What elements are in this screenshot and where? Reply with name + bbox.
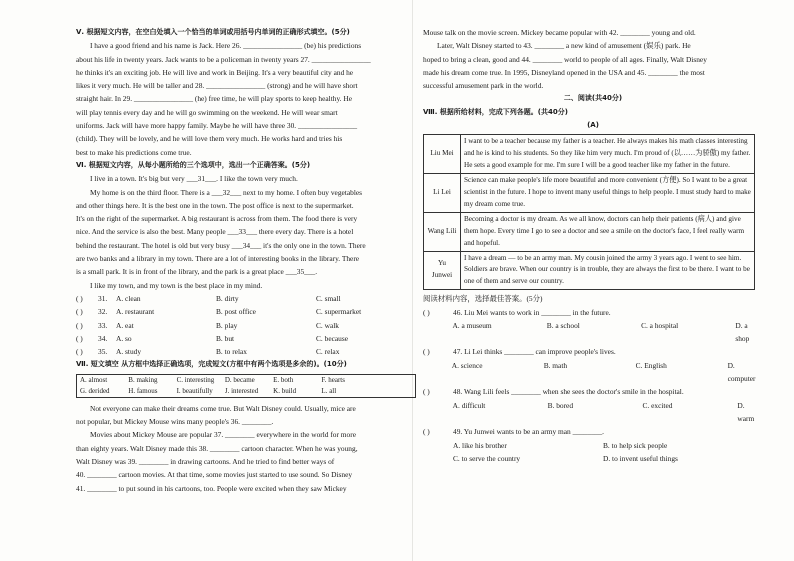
- option-b[interactable]: B. bored: [547, 400, 574, 410]
- section7-line: not popular, but Mickey Mouse wins many people's 36. ________.: [76, 417, 274, 427]
- word-option: D. became: [224, 375, 255, 384]
- option-c[interactable]: C. supermarket: [316, 307, 362, 317]
- option-b[interactable]: B. a school: [546, 320, 580, 330]
- option-b[interactable]: B. math: [543, 360, 568, 370]
- answer-paren[interactable]: ( ): [423, 387, 430, 397]
- options-49-row2: [423, 452, 763, 465]
- section7-line: Movies about Mickey Mouse are popular 37. ________ everywhere in the world for more: [90, 430, 356, 440]
- part2-title: 二、阅读(共40分): [563, 94, 623, 103]
- part2-subtitle: Ⅷ. 根据所给材料，完成下列各题。(共40分): [423, 107, 568, 116]
- section5-line: about his life in twenty years. Jack wants to be a policeman in twenty years 27. ________________: [76, 54, 371, 64]
- option-d[interactable]: D. a shop: [735, 320, 750, 344]
- option-b[interactable]: B. but: [216, 333, 235, 343]
- section5-line: straight hair. In 29. ________________ (he) free time, he will play sports to keep healthy. He: [76, 94, 352, 104]
- person-name: Wang Lili: [424, 212, 461, 251]
- reading-table: [423, 134, 755, 290]
- word-option: I. beautifully: [176, 386, 213, 395]
- question-stem: 49. Yu Junwei wants to be an army man ________.: [453, 427, 605, 437]
- left-column: [76, 26, 416, 495]
- option-b[interactable]: B. play: [216, 320, 238, 330]
- word-option: B. making: [128, 375, 158, 384]
- options-47: [423, 359, 763, 386]
- option-b[interactable]: B. to help sick people: [603, 440, 668, 450]
- word-option: E. both: [273, 375, 294, 384]
- person-text: Science can make people's life more beautiful and more convenient (方便). So I want to be a great scientist in the future. I hope to invent many useful things to help people. I must study hard to make my dream come true.: [461, 174, 755, 213]
- person-text: I have a dream — to be an army man. My cousin joined the army 3 years ago. I went to see him. Soldiers are brave. When our country is in trouble, they are always the first to be there. I want to be one of them and serve our country.: [461, 251, 755, 290]
- section5-title: Ⅴ. 根据短文内容，在空白处填入一个恰当的单词或用括号内单词的正确形式填空。(5分): [76, 28, 350, 36]
- option-a[interactable]: A. difficult: [452, 400, 486, 410]
- section5-line: likes it very much. He will be taller and 28. ________________ (strong) and he will have short: [76, 81, 358, 91]
- section7-cont-line: Mouse talk on the movie screen. Mickey became popular with 42. ________ young and old.: [423, 28, 696, 37]
- option-a[interactable]: A. eat: [116, 320, 134, 330]
- question-stem: 46. Liu Mei wants to work in ________ in the future.: [453, 307, 611, 317]
- option-a[interactable]: A. clean: [116, 293, 141, 303]
- option-c[interactable]: C. because: [316, 333, 349, 343]
- answer-paren[interactable]: ( ): [76, 307, 83, 317]
- word-option: J. interested: [224, 386, 259, 395]
- question-33[interactable]: [76, 319, 416, 332]
- word-option: K. build: [273, 386, 297, 395]
- question-number: 35.: [98, 347, 108, 357]
- word-option: L. all: [321, 386, 337, 395]
- answer-paren[interactable]: ( ): [423, 347, 430, 357]
- option-c[interactable]: C. English: [635, 360, 667, 370]
- section7-line: than eighty years. Walt Disney made this 38. ________ cartoon character. When he was young,: [76, 443, 358, 453]
- answer-paren[interactable]: ( ): [423, 427, 430, 437]
- section7-cont-line: hoped to bring a clean, good and 44. ________ world to people of all ages. Finally, Walt Disney: [423, 54, 707, 64]
- question-48[interactable]: [423, 385, 763, 398]
- section6-line: It's on the right of the supermarket. A big restaurant is across from them. The food there is very: [76, 214, 358, 224]
- answer-paren[interactable]: ( ): [76, 293, 83, 303]
- option-d[interactable]: D. to invent useful things: [603, 453, 678, 463]
- section7-line: 40. ________ cartoon movies. At that time, some movies just started to use sound. So Disney: [76, 470, 353, 480]
- table-row: [424, 135, 755, 174]
- word-option: [367, 375, 415, 386]
- table-row: [424, 212, 755, 251]
- section6-line: is a small park. It is in front of the library, and the park is a great place ___35___.: [76, 267, 318, 277]
- section7-line: Not everyone can make their dreams come true. But Walt Disney could. Usually, mice are: [90, 403, 356, 413]
- question-34[interactable]: [76, 332, 416, 345]
- mcq-instruction: 阅读材料内容，选择最佳答案。(5分): [423, 294, 543, 304]
- option-a[interactable]: A. restaurant: [116, 307, 155, 317]
- option-a[interactable]: A. study: [116, 347, 142, 357]
- option-a[interactable]: A. like his brother: [453, 440, 507, 450]
- question-35[interactable]: [76, 345, 416, 358]
- table-row: [424, 251, 755, 290]
- answer-paren[interactable]: ( ): [76, 320, 83, 330]
- section6-title: Ⅵ. 根据短文内容，从每小题所给的三个选项中，选出一个正确答案。(5分): [76, 160, 311, 169]
- section6-line: My home is on the third floor. There is a ___32___ next to my home. I often buy vegetables: [90, 187, 363, 197]
- section7-line: Walt Disney was 39. ________ in drawing cartoons. And he tried to find better ways of: [76, 456, 335, 466]
- options-46: [423, 319, 763, 346]
- answer-paren[interactable]: ( ): [423, 307, 430, 317]
- option-b[interactable]: B. to relax: [216, 347, 247, 357]
- answer-paren[interactable]: ( ): [76, 347, 83, 357]
- section5-line: will play tennis every day and he will go swimming on the weekend. He will wear smart: [76, 107, 338, 117]
- question-47[interactable]: [423, 345, 763, 358]
- option-d[interactable]: D. warm: [737, 400, 755, 423]
- section5-line: best to make his predictions come true.: [76, 147, 192, 157]
- passage-label: (A): [587, 121, 599, 130]
- option-c[interactable]: C. small: [316, 293, 341, 303]
- option-b[interactable]: B. dirty: [216, 293, 239, 303]
- section6-line: behind the restaurant. The hotel is old but very busy ___34___ it's the only one in the town. There: [76, 240, 366, 250]
- question-number: 32.: [98, 307, 108, 317]
- section5-line: I have a good friend and his name is Jack. Here 26. ________________ (be) his predictions: [90, 41, 362, 51]
- person-name: Yu Junwei: [424, 251, 461, 290]
- word-option: C. interesting: [176, 375, 215, 384]
- word-bank: [76, 374, 416, 398]
- option-a[interactable]: A. a museum: [452, 320, 492, 330]
- person-name: Liu Mei: [424, 135, 461, 174]
- answer-paren[interactable]: ( ): [76, 333, 83, 343]
- section5-line: (child). They will be lovely, and he will love them very much. He works hard and tries his: [76, 134, 343, 144]
- option-c[interactable]: C. to serve the country: [453, 453, 521, 463]
- word-option: F. hearts: [321, 375, 345, 384]
- option-c[interactable]: C. excited: [642, 400, 673, 410]
- option-b[interactable]: B. post office: [216, 307, 256, 317]
- section6-line: I like my town, and my town is the best place in my mind.: [90, 280, 263, 290]
- word-option: [367, 386, 415, 397]
- section7-cont-line: made his dream come true. In 1995, Disneyland opened in the USA and 45. ________ the most: [423, 67, 705, 77]
- person-text: I want to be a teacher because my father is a teacher. He always makes his math classes interesting and he is kind to his students. So they like him very much. I'm proud of (以……为骄傲) my father. He sets a good example for me. I'm sure I will be a good teacher like my father in the future.: [461, 135, 755, 174]
- question-stem: 48. Wang Lili feels ________ when she sees the doctor's smile in the hospital.: [453, 387, 684, 397]
- question-number: 33.: [98, 320, 108, 330]
- section7-cont-line: successful amusement park in the world.: [423, 81, 544, 91]
- question-number: 31.: [98, 293, 108, 303]
- option-c[interactable]: C. a hospital: [641, 320, 679, 330]
- question-number: 34.: [98, 333, 108, 343]
- option-c[interactable]: C. relax: [316, 347, 340, 357]
- section6-line: nice. And the service is also the best. Many people ___33___ there every day. There is a hotel: [76, 227, 354, 237]
- section5-line: he thinks it's an exciting job. He will live and work in Beijing. It's a very beautiful city and he: [76, 67, 354, 77]
- question-49[interactable]: [423, 425, 763, 438]
- section6-line: and other things here. It is the best one in the town. The post office is next to the supermarket.: [76, 200, 354, 210]
- section7-title: Ⅶ. 短文填空 从方框中选择正确选项，完成短文(方框中有两个选项是多余的)。(10分): [76, 360, 347, 369]
- right-column: [423, 26, 763, 465]
- option-c[interactable]: C. walk: [316, 320, 339, 330]
- section7-line: 41. ________ to put sound in his cartoons, too. People were excited when they saw Mickey: [76, 483, 347, 493]
- question-32[interactable]: [76, 305, 416, 318]
- option-a[interactable]: A. so: [116, 333, 132, 343]
- section7-cont-line: Later, Walt Disney started to 43. ________ a new kind of amusement (娱乐) park. He: [437, 41, 691, 51]
- section5-line: uniforms. Jack will have more happy family. Maybe he will have three 30. ________________: [76, 121, 358, 131]
- word-option: H. famous: [128, 386, 158, 395]
- person-name: Li Lei: [424, 174, 461, 213]
- person-text: Becoming a doctor is my dream. As we all know, doctors can help their patients (病人) and give them hope. Every time I go to see a doctor and see a smile on the doctor's face, I feel really warm and hopeful.: [461, 212, 755, 251]
- word-option: G. derided: [80, 386, 110, 395]
- section6-line: I live in a town. It's big but very ___31___. I like the town very much.: [90, 174, 298, 184]
- question-46[interactable]: [423, 306, 763, 319]
- options-49-row1: [423, 439, 763, 452]
- question-31[interactable]: [76, 292, 416, 305]
- question-stem: 47. Li Lei thinks ________ can improve people's lives.: [453, 347, 616, 357]
- word-option: A. almost: [80, 375, 108, 384]
- option-d[interactable]: D. computer: [727, 360, 756, 384]
- table-row: [424, 174, 755, 213]
- option-a[interactable]: A. science: [451, 360, 483, 370]
- options-48: [423, 399, 763, 426]
- section6-line: are two banks and a library in my town. There are a lot of interesting books in the library. There: [76, 254, 360, 264]
